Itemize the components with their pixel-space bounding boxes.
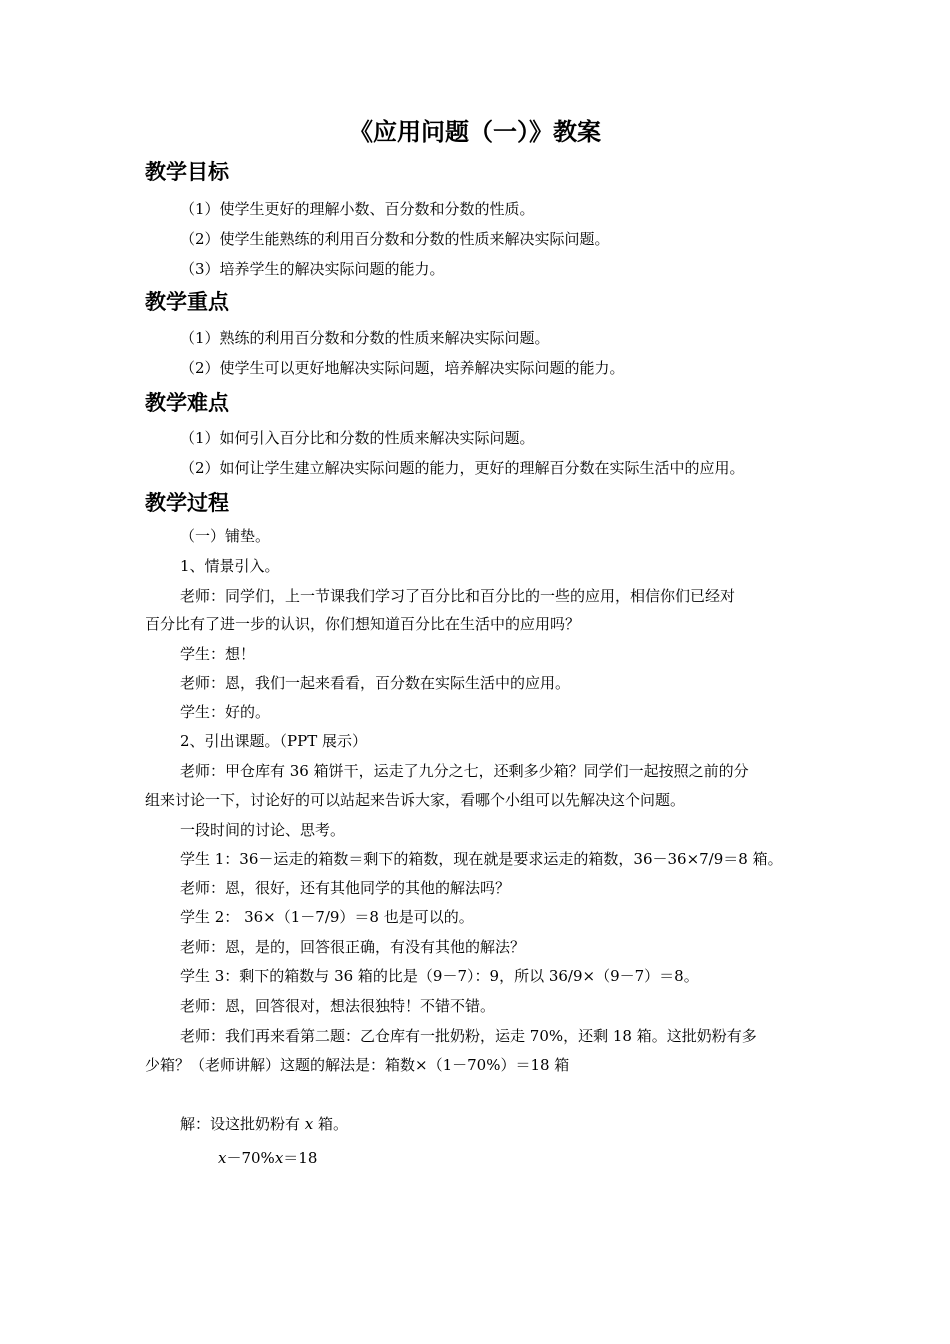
process-line: 1、情景引入。	[180, 557, 280, 575]
equation-variable: x	[218, 1149, 227, 1167]
process-line: 老师：恩，回答很对，想法很独特！不错不错。	[180, 997, 496, 1015]
solution-prefix: 解：设这批奶粉有	[180, 1115, 305, 1133]
solution-variable: x	[304, 1115, 314, 1133]
heading-difficulties: 教学难点	[145, 391, 229, 415]
document-title: 《应用问题（一）》教案	[349, 118, 601, 146]
heading-goals: 教学目标	[145, 160, 229, 184]
process-line: 少箱？（老师讲解）这题的解法是：箱数×（1－70%）＝18 箱	[145, 1056, 570, 1074]
process-line: 老师：恩，我们一起来看看，百分数在实际生活中的应用。	[180, 674, 571, 692]
process-line: 老师：我们再来看第二题：乙仓库有一批奶粉，运走 70%，还剩 18 箱。这批奶粉有多	[180, 1027, 757, 1045]
solution-line	[180, 1114, 348, 1134]
key-point-item-1: （1）熟练的利用百分数和分数的性质来解决实际问题。	[180, 329, 550, 347]
process-line: 老师：恩，很好，还有其他同学的其他的解法吗？	[180, 879, 511, 897]
process-line: （一）铺垫。	[180, 527, 271, 545]
key-point-item-2: （2）使学生可以更好地解决实际问题，培养解决实际问题的能力。	[180, 359, 625, 377]
goal-item-3: （3）培养学生的解决实际问题的能力。	[180, 260, 445, 278]
equation-variable: x	[274, 1149, 284, 1167]
process-line: 百分比有了进一步的认识，你们想知道百分比在生活中的应用吗？	[145, 615, 581, 633]
process-line: 2、引出课题。（PPT 展示）	[180, 732, 368, 750]
difficulty-item-1: （1）如何引入百分比和分数的性质来解决实际问题。	[180, 429, 535, 447]
process-line: 老师：同学们，上一节课我们学习了百分比和百分比的一些的应用，相信你们已经对	[180, 587, 736, 605]
heading-process: 教学过程	[145, 491, 229, 515]
process-line: 学生 2： 36×（1－7/9）＝8 也是可以的。	[180, 908, 474, 926]
process-line: 学生 1：36－运走的箱数＝剩下的箱数，现在就是要求运走的箱数，36－36×7/9＝8 箱。	[180, 850, 783, 868]
process-line: 学生：好的。	[180, 703, 271, 721]
difficulty-item-2: （2）如何让学生建立解决实际问题的能力，更好的理解百分数在实际生活中的应用。	[180, 459, 745, 477]
process-line: 组来讨论一下，讨论好的可以站起来告诉大家，看哪个小组可以先解决这个问题。	[145, 791, 686, 809]
solution-suffix: 箱。	[313, 1115, 349, 1133]
process-line: 一段时间的讨论、思考。	[180, 821, 346, 839]
process-line: 老师：恩，是的，回答很正确，有没有其他的解法？	[180, 938, 526, 956]
heading-key-points: 教学重点	[145, 290, 229, 314]
process-line: 老师：甲仓库有 36 箱饼干，运走了九分之七，还剩多少箱？同学们一起按照之前的分	[180, 762, 749, 780]
goal-item-1: （1）使学生更好的理解小数、百分数和分数的性质。	[180, 200, 535, 218]
process-line: 学生：想！	[180, 645, 256, 663]
goal-item-2: （2）使学生能熟练的利用百分数和分数的性质来解决实际问题。	[180, 230, 610, 248]
equation-middle: －70%	[226, 1149, 275, 1167]
process-line: 学生 3：剩下的箱数与 36 箱的比是（9－7）：9，所以 36/9×（9－7）＝8。	[180, 967, 699, 985]
equation-line	[218, 1148, 317, 1168]
equation-end: ＝18	[283, 1149, 318, 1167]
